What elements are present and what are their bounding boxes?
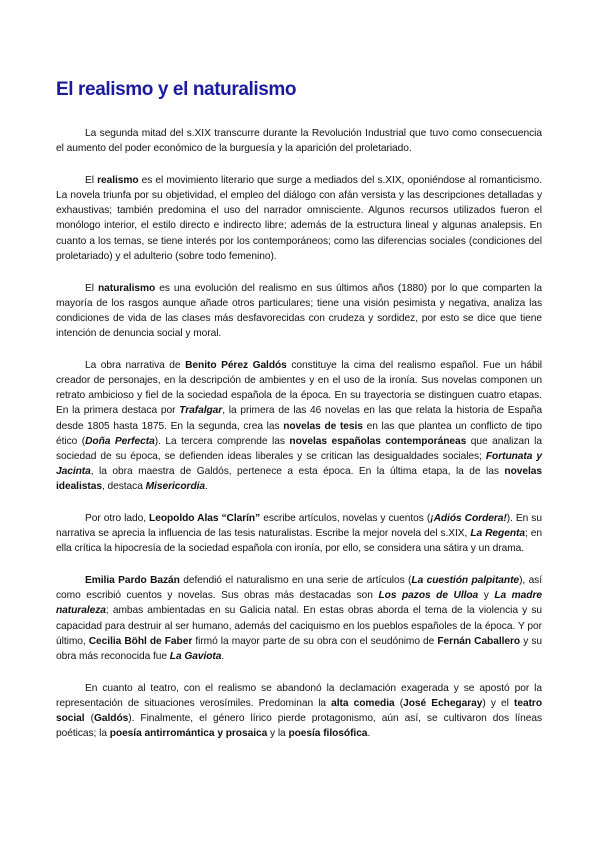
text-run: y [478,590,495,602]
text-run: . [221,650,225,662]
bold-term: realismo [97,175,139,187]
document-title: El realismo y el naturalismo [56,79,297,100]
paragraph [56,126,542,156]
text-run: es el movimiento literario que surge a mediados del s.XIX, oponiéndose al romanticismo. La novela triunfa por su objetividad, el empleo del diálogo con afán versista y las descripciones detalladas y exhaustivas; también predomina el uso del narrador omnisciente. Algunos recursos utilizados fueron el monólogo interior, el estilo directo e indirecto libre; además de la estructura lineal y algunas analepsis. En cuanto a los temas, se tiene interés por los contemporáneos; como las diferencias sociales (condiciones del proletariado) y el adulterio (sobre todo femenino). [56,175,542,262]
text-run: . [205,480,208,492]
text-run: En cuanto al teatro, con el realismo se abandonó la declamación exagerada y se apostó por la representación de situaciones verosímiles. Predominan la [56,682,542,709]
work-title: Misericordia [145,480,206,492]
text-run: escribe artículos, novelas y cuentos ( [260,512,431,524]
work-title: Fortunata y Jacinta [56,450,543,477]
work-title: ¡Adiós Cordera! [430,512,507,524]
document-body [56,126,542,741]
text-run: defendió el naturalismo en una serie de artículos ( [179,575,412,587]
text-run: , la primera de las 46 novelas en las que relata la historia de España desde 1805 hasta 1875. En la segunda, crea las [56,405,542,432]
bold-term: novelas de tesis [283,420,363,432]
text-run: , destaca [101,480,146,492]
bold-term: Cecilia Böhl de Faber [88,635,193,647]
text-run: en las que plantea un conflicto de tipo ético ( [56,420,542,447]
text-run: El [85,175,98,187]
text-run: , la obra maestra de Galdós, pertenece a esta época. En la última etapa, la de las [90,465,505,477]
paragraph [56,573,542,664]
bold-term: novelas españolas contemporáneas [289,435,467,447]
text-run: Por otro lado, [85,512,150,524]
text-run: ). Finalmente, el género lírico pierde protagonismo, aún así, se cultivaron dos líneas poéticas; la [56,713,543,740]
bold-term: Fernán Caballero [437,635,521,647]
bold-term: poesía antirromántica y prosaica [109,728,268,740]
text-run: que analizan la sociedad de su época, se defienden ideas liberales y se critican las desigualdades sociales; [56,435,542,462]
bold-term: naturalismo [98,282,156,294]
paragraph [56,511,542,556]
text-run: ) y el [482,697,514,709]
bold-term: Emilia Pardo Bazán [85,575,180,587]
text-run: ). En su narrativa se aprecia la influencia de las tesis naturalistas. Escribe la mejor novela del s.XIX, [56,512,542,540]
work-title: Los pazos de Ulloa [378,590,479,602]
paragraph [56,358,542,494]
text-run: El [85,282,98,294]
text-run: y su obra más reconocida fue [56,635,542,662]
text-run: ). La tercera comprende las [154,435,290,447]
bold-term: Leopoldo Alas “Clarín” [149,512,261,524]
text-run: La obra narrativa de [85,360,186,372]
text-run: ( [84,713,94,724]
bold-term: Benito Pérez Galdós [185,360,287,372]
work-title: La madre naturaleza [56,590,542,617]
bold-term: novelas idealistas [56,465,542,492]
work-title: La Gaviota [169,650,222,662]
work-title: La Regenta [470,528,525,540]
text-run: constituye la cima del realismo español. Fue un hábil creador de personajes, en la descripción de ambientes y en el uso de la ironía. Sus novelas componen un retrato ambicioso y fiel de la sociedad española de la época. En su trayectoria se distinguen cuatro etapas. En la primera destaca por [56,360,542,417]
work-title: La cuestión palpitante [411,575,520,587]
bold-term: poesía filosófica [288,728,368,740]
text-run: La segunda mitad del s.XIX transcurre durante la Revolución Industrial que tuvo como consecuencia el aumento del poder económico de la burguesía y la aparición del proletariado. [56,128,542,155]
bold-term: alta comedia [331,697,395,709]
text-run: ), así como escribió cuentos y novelas. Sus obras más destacadas son [56,575,543,602]
bold-term: José Echegaray [403,697,483,709]
work-title: Trafalgar [179,405,223,417]
text-run: es una evolución del realismo en sus últimos años (1880) por lo que comparten la mayoría de los rasgos aunque añade otros particulares; tiene una visión pesimista y negativa, analiza las condiciones de vida de las clases más desfavorecidas con crudeza y sordidez, por esto se dice que tiene intención de denuncia social y moral. [56,282,542,340]
paragraph [56,173,542,264]
paragraph [56,681,542,741]
text-run: firmó la mayor parte de su obra con el seudónimo de [192,635,438,647]
paragraph [56,281,542,341]
text-run: ; en ella crítica la hipocresía de la sociedad española con ironía, por ello, se considera una sátira y un drama. [56,528,542,555]
text-run: . [367,728,371,740]
work-title: Doña Perfecta [85,435,155,447]
bold-term: Galdós [94,713,129,724]
text-run: ; ambas ambientadas en su Galicia natal. En estas obras aborda el tema de la violencia y su capacidad para destruir al ser humano, además del caciquismo en los pueblos españoles de la época. Y por último, [56,605,542,647]
bold-term: teatro social [56,697,543,724]
text-run: y la [267,728,289,740]
text-run: ( [394,697,404,709]
document-page [56,78,542,758]
